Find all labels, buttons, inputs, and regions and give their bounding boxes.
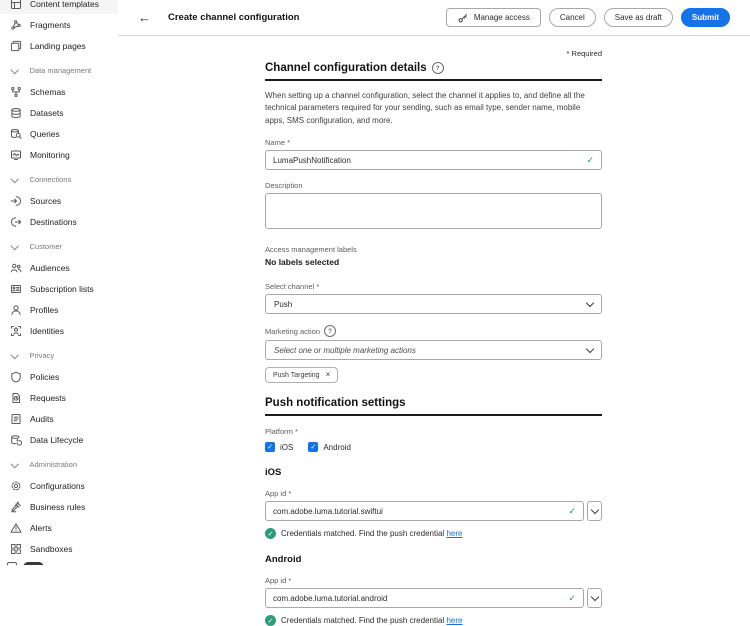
tag-label: Push Targeting [273,371,320,379]
destinations-icon [10,216,22,228]
sidebar-item-label: Sources [30,195,62,206]
ios-app-id-combo [265,501,602,521]
channel-select-value: Push [274,299,293,309]
profiles-icon [10,304,22,316]
sidebar-item-identities[interactable] [0,320,118,341]
section-divider [265,414,602,416]
alerts-icon [10,522,22,534]
chevron-down-icon [586,344,594,352]
sidebar-item-sandboxes[interactable] [0,538,118,559]
partial-item-icon [6,561,18,565]
save-as-draft-button[interactable]: Save as draft [604,8,673,27]
audiences-icon [10,262,22,274]
subscription-lists-icon [10,283,22,295]
valid-check-icon: ✓ [586,154,594,165]
identities-icon [10,325,22,337]
chevron-down-icon [11,175,19,183]
sidebar-item-label: Policies [30,371,60,382]
sidebar-item-subscription-lists[interactable] [0,278,118,299]
checkbox-checked-icon[interactable]: ✓ [308,442,318,452]
manage-access-label: Manage access [473,13,530,22]
status-text: Credentials matched. Find the push credential [281,529,445,539]
sandboxes-icon [10,543,22,555]
chevron-down-icon [590,592,598,600]
android-app-id-label: App id * [265,576,292,586]
marketing-action-select[interactable] [265,340,602,360]
android-credential-status [265,615,602,626]
channel-label: Select channel * [265,282,320,292]
sidebar-item-label: Sandboxes [30,543,73,554]
platform-label: Platform * [265,427,298,437]
sidebar-section-privacy[interactable] [0,345,118,366]
ios-app-id-field-wrap [265,501,584,521]
chevron-down-icon [11,242,19,250]
channel-select[interactable] [265,294,602,314]
ios-credential-status [265,528,602,539]
chevron-down-icon [590,505,598,513]
sidebar-item-configurations[interactable] [0,475,118,496]
sidebar-item-landing-pages[interactable] [0,35,118,56]
checkbox-label: iOS [280,442,294,452]
android-heading: Android [265,554,302,566]
topbar [118,0,750,36]
description-label: Description [265,181,303,191]
valid-check-icon: ✓ [568,592,576,603]
chevron-down-icon [11,351,19,359]
android-app-id-input[interactable] [273,594,563,603]
platform-checkbox-ios[interactable] [265,442,293,452]
success-check-icon: ✓ [265,528,276,539]
cancel-button[interactable]: Cancel [549,8,596,27]
audits-icon [10,413,22,425]
sidebar-item-queries[interactable] [0,123,118,144]
checkbox-label: Android [323,442,351,452]
push-settings-heading: Push notification settings [265,397,406,410]
fragments-icon [10,19,22,31]
ios-app-id-picker-button[interactable] [587,501,602,521]
schemas-icon [10,86,22,98]
sidebar-item-label: Queries [30,128,60,139]
sources-icon [10,195,22,207]
sidebar-item-label: Alerts [30,522,52,533]
sidebar-item-label: Content templates [30,0,99,9]
details-description: When setting up a channel configuration, select the channel it applies to, and define all the technical parameters required for your sending, such as email type, sender name, mobile apps, SMS configuration, and more. [265,91,585,125]
sidebar-nav [0,0,118,565]
sidebar-section-customer[interactable] [0,236,118,257]
sidebar-item-audiences[interactable] [0,257,118,278]
sidebar-item-data-lifecycle[interactable] [0,429,118,450]
marketing-action-help-icon[interactable]: ? [324,325,336,337]
sidebar-section-administration[interactable] [0,454,118,475]
sidebar-item-label: Data Lifecycle [30,434,84,445]
policies-icon [10,371,22,383]
details-heading [265,62,602,74]
sidebar-item-datasets[interactable] [0,102,118,123]
sidebar-item-partial[interactable] [0,559,118,565]
valid-check-icon: ✓ [568,505,576,516]
main-panel [118,0,750,626]
key-icon [457,12,469,24]
manage-access-button[interactable] [446,8,541,27]
sidebar-item-label: Datasets [30,107,64,118]
sidebar-section-data-management[interactable] [0,60,118,81]
business-rules-icon [10,501,22,513]
sidebar-item-requests[interactable] [0,387,118,408]
sidebar-item-label: Business rules [30,501,86,512]
landing-pages-icon [10,40,22,52]
platform-checkbox-android[interactable] [308,442,351,452]
sidebar-item-label: Subscription lists [30,283,94,294]
content-templates-icon [10,0,22,10]
sidebar-item-label: Fragments [30,19,71,30]
sidebar-item-label: Profiles [30,304,59,315]
marketing-action-tag[interactable] [265,367,338,383]
android-app-id-picker-button[interactable] [587,588,602,608]
ios-app-id-input[interactable] [273,507,563,516]
marketing-action-placeholder: Select one or multiple marketing actions [274,345,416,355]
ios-credential-link[interactable]: here [446,529,463,539]
new-badge [23,562,44,566]
sidebar-item-sources[interactable] [0,190,118,211]
chevron-down-icon [11,66,19,74]
submit-button[interactable]: Submit [681,8,730,27]
sidebar-item-label: Monitoring [30,149,70,160]
sidebar-item-label: Requests [30,392,66,403]
android-status-text [281,616,462,625]
chevron-down-icon [11,460,19,468]
help-icon[interactable]: ? [432,62,444,74]
back-arrow-icon[interactable]: ← [138,10,151,25]
sidebar-item-alerts[interactable] [0,517,118,538]
topbar-actions [446,8,730,27]
remove-tag-icon[interactable]: × [325,370,331,380]
chevron-down-icon [586,298,594,306]
sidebar-item-label: Audits [30,413,54,424]
sidebar-section-connections[interactable] [0,169,118,190]
channel-config-form [265,49,602,626]
sidebar-item-business-rules[interactable] [0,496,118,517]
sidebar-item-profiles[interactable] [0,299,118,320]
android-credential-link[interactable]: here [446,616,463,626]
sidebar-item-fragments[interactable] [0,14,118,35]
sidebar-section-label: Administration [29,460,78,469]
marketing-action-label [265,325,602,337]
marketing-action-label-text: Marketing action [265,326,321,336]
sidebar-item-label: Configurations [30,480,85,491]
sidebar-section-label: Connections [29,175,72,184]
access-labels-value: No labels selected [265,257,340,268]
sidebar-item-label: Landing pages [30,40,86,51]
sidebar-item-schemas[interactable] [0,81,118,102]
sidebar-item-destinations[interactable] [0,211,118,232]
details-heading-text: Channel configuration details [265,62,427,74]
name-input[interactable] [273,156,581,165]
ios-heading: iOS [265,467,282,479]
sidebar-item-audits[interactable] [0,408,118,429]
sidebar-section-label: Customer [29,242,63,251]
requests-icon [10,392,22,404]
access-labels-label: Access management labels [265,245,357,255]
content-area [118,36,750,626]
sidebar-section-label: Data management [29,66,92,75]
page-title: Create channel configuration [168,12,300,23]
sidebar-item-monitoring[interactable] [0,144,118,165]
checkbox-checked-icon[interactable]: ✓ [265,442,275,452]
sidebar-item-content-templates[interactable] [0,0,118,14]
section-divider [265,79,602,81]
configurations-icon [10,480,22,492]
sidebar [0,0,119,565]
android-app-id-field-wrap [265,588,584,608]
sidebar-item-label: Destinations [30,216,77,227]
datasets-icon [10,107,22,119]
sidebar-item-label: Schemas [30,86,66,97]
name-field-wrap [265,150,602,170]
sidebar-item-policies[interactable] [0,366,118,387]
data-lifecycle-icon [10,434,22,446]
sidebar-item-label: Identities [30,325,65,336]
status-text: Credentials matched. Find the push credential [281,616,445,626]
sidebar-section-label: Privacy [29,351,55,360]
platform-checkbox-row [265,442,602,452]
name-label: Name * [265,138,291,148]
description-textarea[interactable] [265,193,602,229]
queries-icon [10,128,22,140]
success-check-icon: ✓ [265,615,276,626]
sidebar-item-label: Audiences [30,262,70,273]
monitoring-icon [10,149,22,161]
ios-status-text [281,529,462,538]
ios-app-id-label: App id * [265,489,292,499]
required-note: * Required [566,49,602,58]
android-app-id-combo [265,588,602,608]
